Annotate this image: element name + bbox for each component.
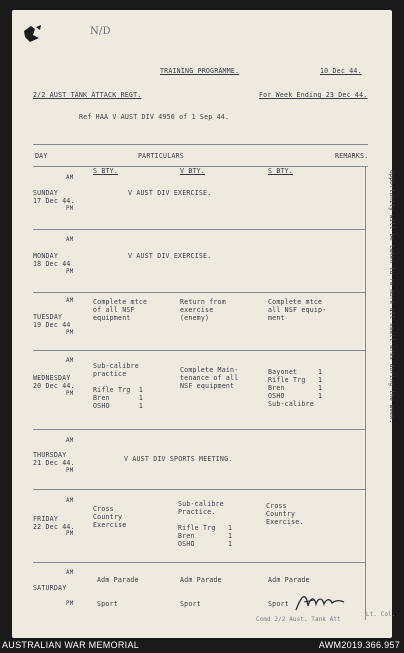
row-rule: [33, 489, 366, 490]
row-rule: [33, 429, 366, 430]
stamp-mark: [21, 23, 47, 45]
row-rule: [33, 292, 366, 293]
row-date: 19 Dec 44: [33, 321, 71, 329]
signature-suffix: Lt. Col.: [366, 612, 396, 618]
row-pm: PM: [66, 206, 74, 212]
handwritten-annotation: N/D: [90, 26, 111, 37]
row-am: AM: [66, 298, 74, 304]
row-rule: [33, 350, 366, 351]
cell-bty-1: Sub-calibre practice Rifle Trg 1 Bren 1 OSHO 1: [93, 362, 144, 410]
col-remarks: REMARKS.: [335, 152, 369, 160]
cell-bty-2: Adm Parade Sport: [180, 576, 222, 608]
document-title: TRAINING PROGRAMME.: [160, 67, 240, 75]
row-date: 17 Dec 44.: [33, 197, 75, 205]
cell-bty-3: Adm Parade Sport: [268, 576, 310, 608]
row-pm: PM: [66, 330, 74, 336]
col-bty-3: S BTY.: [268, 167, 294, 175]
cell-bty-2: Sub-calibre Practice. Rifle Trg 1 Bren 1 OSHO 1: [178, 500, 233, 548]
row-note: V AUST DIV SPORTS MEETING.: [124, 455, 233, 463]
col-bty-2: V BTY.: [180, 167, 206, 175]
row-date: 20 Dec 44.: [33, 382, 75, 390]
row-day: FRIDAY: [33, 515, 59, 523]
signature: [290, 588, 360, 616]
row-rule: [33, 562, 366, 563]
col-day: DAY: [35, 152, 48, 160]
cell-bty-3: Complete mtce all NSF equip- ment: [268, 298, 327, 322]
col-particulars: PARTICULARS: [138, 152, 184, 160]
row-day: THURSDAY: [33, 451, 67, 459]
row-day: SUNDAY: [33, 189, 59, 197]
row-date: 22 Dec 44.: [33, 523, 75, 531]
row-pm: PM: [66, 468, 74, 474]
row-day: WEDNESDAY: [33, 374, 71, 382]
row-pm: PM: [66, 531, 74, 537]
row-rule: [33, 229, 366, 230]
row-day: SATURDAY: [33, 584, 67, 592]
row-am: AM: [66, 570, 74, 576]
cell-bty-3: Bayonet 1 Rifle Trg 1 Bren 1 OSHO 1 Sub-calibre: [268, 368, 323, 408]
footer-accession: AWM2019.366.957: [318, 640, 400, 650]
row-day: MONDAY: [33, 252, 59, 260]
row-am: AM: [66, 237, 74, 243]
remarks-note: Opportunity will be taken to re more all small arms during the week.: [388, 170, 395, 424]
reference-line: Ref HAA V AUST DIV 4956 of 1 Sep 44.: [79, 113, 230, 121]
row-note: V AUST DIV EXERCISE.: [128, 252, 212, 260]
row-day: TUESDAY: [33, 313, 63, 321]
cell-bty-1: Adm Parade Sport: [97, 576, 139, 608]
table-top-rule: [33, 144, 368, 145]
unit-name: 2/2 AUST TANK ATTACK REGT.: [33, 91, 142, 99]
remarks-divider: [365, 166, 366, 620]
signature-block: Comd 2/2 Aust. Tank Att: [256, 617, 341, 623]
cell-bty-3: Cross Country Exercise.: [266, 502, 304, 526]
cell-bty-1: Cross Country Exercise: [93, 505, 127, 529]
row-am: AM: [66, 498, 74, 504]
cell-bty-1: Complete mtce of all NSF equipment: [93, 298, 148, 322]
row-am: AM: [66, 438, 74, 444]
row-date: 18 Dec 44: [33, 260, 71, 268]
cell-bty-2: Return from exercise (enemy): [180, 298, 226, 322]
col-bty-1: S BTY.: [93, 167, 119, 175]
footer-institution: AUSTRALIAN WAR MEMORIAL: [2, 640, 140, 650]
row-pm: PM: [66, 391, 74, 397]
row-pm: PM: [66, 601, 74, 607]
row-am: AM: [66, 358, 74, 364]
cell-bty-2: Complete Main- tenance of all NSF equipment: [180, 366, 239, 390]
row-pm: PM: [66, 269, 74, 275]
row-date: 21 Dec 44.: [33, 459, 75, 467]
row-note: V AUST DIV EXERCISE.: [128, 189, 212, 197]
document-date: 10 Dec 44.: [320, 67, 362, 75]
row-am: AM: [66, 175, 74, 181]
week-ending: For Week Ending 23 Dec 44.: [259, 91, 368, 99]
